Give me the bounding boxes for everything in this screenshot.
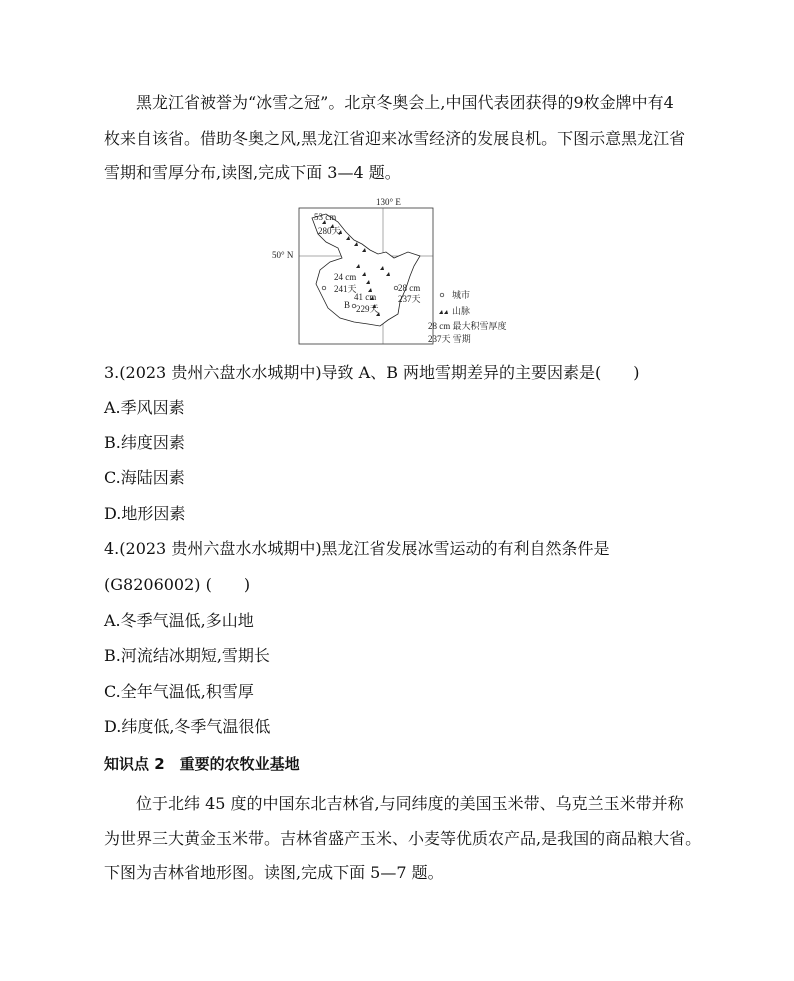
q4-option-d: D.纬度低,冬季气温很低 bbox=[104, 717, 271, 736]
q3-option-a: A.季风因素 bbox=[104, 398, 185, 417]
right-depth-label: 28 cm bbox=[398, 283, 421, 293]
legend-mountain-icon bbox=[439, 310, 448, 314]
section-line-2: 为世界三大黄金玉米带。吉林省盛产玉米、小麦等优质农产品,是我国的商品粮大省。 bbox=[104, 829, 702, 848]
north-depth-label: 53 cm bbox=[314, 212, 337, 222]
intro-line-2: 枚来自该省。借助冬奥之风,黑龙江省迎来冰雪经济的发展良机。下图示意黑龙江省 bbox=[104, 129, 686, 148]
q3-option-b: B.纬度因素 bbox=[104, 433, 185, 452]
q4-stem: 4.(2023 贵州六盘水水城期中)黑龙江省发展冰雪运动的有利自然条件是 bbox=[104, 539, 610, 558]
mid-depth-label: 41 cm bbox=[354, 292, 377, 302]
legend-city-icon bbox=[440, 293, 444, 297]
q3-stem: 3.(2023 贵州六盘水水城期中)导致 A、B 两地雪期差异的主要因素是( ) bbox=[104, 363, 640, 382]
q3-option-d: D.地形因素 bbox=[104, 504, 186, 523]
intro-line-1: 黑龙江省被誉为“冰雪之冠”。北京冬奥会上,中国代表团获得的9枚金牌中有4 bbox=[136, 93, 674, 112]
section-title: 知识点 2 重要的农牧业基地 bbox=[104, 755, 300, 773]
left-depth-label: 24 cm bbox=[334, 272, 357, 282]
q3-option-c: C.海陆因素 bbox=[104, 468, 185, 487]
right-days-label: 237天 bbox=[398, 294, 421, 304]
point-b-label: B bbox=[344, 300, 351, 310]
legend-days: 237天 雪期 bbox=[428, 334, 471, 344]
legend-mountain: 山脉 bbox=[452, 306, 471, 316]
section-line-1: 位于北纬 45 度的中国东北吉林省,与同纬度的美国玉米带、乌克兰玉米带并称 bbox=[136, 794, 684, 813]
mid-days-label: 229天 bbox=[356, 304, 379, 314]
section-line-3: 下图为吉林省地形图。读图,完成下面 5—7 题。 bbox=[104, 863, 444, 882]
lon-label: 130° E bbox=[376, 197, 401, 207]
q4-option-b: B.河流结冰期短,雪期长 bbox=[104, 646, 270, 665]
legend-city: 城市 bbox=[452, 290, 471, 300]
lat-label: 50° N bbox=[272, 250, 294, 260]
left-days-label: 241天 bbox=[334, 284, 357, 294]
heilongjiang-snow-map bbox=[272, 196, 566, 346]
q4-code: (G8206002) ( ) bbox=[104, 575, 251, 594]
legend-depth: 28 cm 最大积雪厚度 bbox=[428, 321, 507, 331]
intro-line-3: 雪期和雪厚分布,读图,完成下面 3—4 题。 bbox=[104, 163, 401, 182]
q4-option-a: A.冬季气温低,多山地 bbox=[104, 611, 254, 630]
north-days-label: 280天 bbox=[318, 226, 341, 236]
q4-option-c: C.全年气温低,积雪厚 bbox=[104, 682, 254, 701]
